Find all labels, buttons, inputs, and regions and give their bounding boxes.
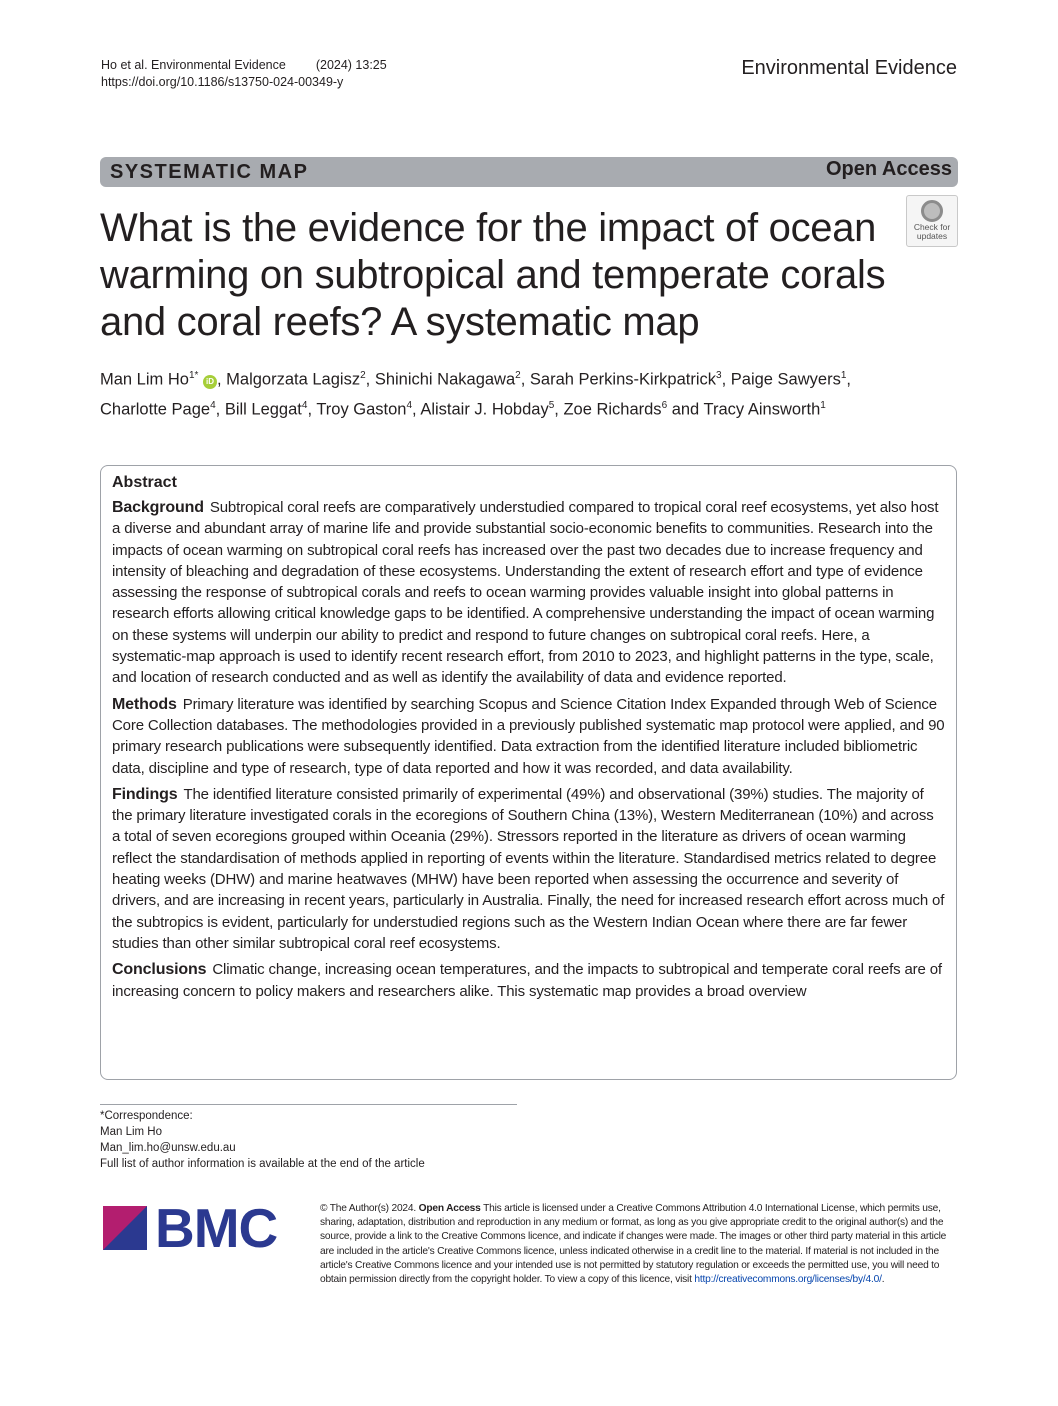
author-separator: , xyxy=(217,370,227,389)
author-name[interactable]: Sarah Perkins-Kirkpatrick xyxy=(529,370,717,389)
author-affiliation: 3 xyxy=(716,370,722,381)
section-text-findings: The identified literature consisted primarily of experimental (49%) and observational (39%) studies. The majority of the primary literature investigated corals in the ecoregions of Southern China (13%), Western Mediterranean (10%) and across a total of seven ecoregions grouped within Oceania (29%). Stressors reported in the literature as drivers of ocean warming reflect the standardisation of methods applied in reporting of events within the literature. Standardised metrics related to degree heating weeks (DHW) and marine heatwaves (MHW) have been reported when assessing the occurrence and severity of drivers, and are increasing in recent years, particularly in Australia. Finally, the need for increased research effort across much of the subtropics is evident, particularly for understudied regions such as the Western Indian Ocean where there are far fewer studies than other similar subtropical coral reef ecosystems. xyxy=(112,785,945,952)
bmc-logo-text: BMC xyxy=(155,1200,278,1252)
check-updates-line2: updates xyxy=(916,231,948,241)
author-name[interactable]: Alistair J. Hobday xyxy=(420,400,549,418)
check-updates-line1: Check for xyxy=(913,222,951,232)
author-separator: , xyxy=(215,400,225,418)
open-access-label: Open Access xyxy=(826,158,952,180)
author-affiliation: 4 xyxy=(406,399,413,411)
abstract-methods xyxy=(112,694,945,779)
author-name[interactable]: Shinichi Nakagawa xyxy=(374,370,516,389)
journal-name: Environmental Evidence xyxy=(741,57,957,79)
author-name[interactable]: Bill Leggat xyxy=(224,400,302,418)
author-info-note: Full list of author information is available at the end of the article xyxy=(100,1158,425,1170)
check-updates-icon xyxy=(921,200,943,222)
license-open-access: Open Access xyxy=(418,1203,481,1214)
bmc-logo xyxy=(103,1200,293,1252)
section-label-findings: Findings xyxy=(112,785,178,803)
doi-link[interactable]: https://doi.org/10.1186/s13750-024-00349-y xyxy=(101,75,344,89)
license-end: . xyxy=(881,1274,885,1286)
author-name[interactable]: Malgorzata Lagisz xyxy=(226,370,361,389)
abstract-findings xyxy=(112,784,945,954)
author-affiliation: 4 xyxy=(301,399,308,411)
author-list xyxy=(100,363,960,422)
author-affiliation: 2 xyxy=(515,370,521,381)
abstract-box xyxy=(100,465,957,1080)
footnote-divider xyxy=(100,1104,517,1105)
article-type-banner xyxy=(100,157,958,187)
copyright: © The Author(s) 2024. xyxy=(320,1203,416,1214)
correspondence-label: *Correspondence: xyxy=(100,1110,193,1122)
section-label-methods: Methods xyxy=(112,695,177,713)
correspondence-name: Man Lim Ho xyxy=(100,1126,162,1138)
author-affiliation: 6 xyxy=(661,399,668,411)
author-affiliation: 2 xyxy=(360,370,366,381)
author-separator: , xyxy=(307,400,317,418)
author-separator: , xyxy=(554,400,564,418)
author-separator: , xyxy=(365,370,375,389)
correspondence-block xyxy=(100,1108,425,1172)
license-link[interactable]: http://creativecommons.org/licenses/by/4.0/ xyxy=(694,1274,882,1286)
author-separator: , xyxy=(846,370,851,389)
section-label-background: Background xyxy=(112,499,204,516)
author-name[interactable]: Paige Sawyers xyxy=(730,370,841,389)
author-affiliation: 1 xyxy=(840,370,847,381)
orcid-icon[interactable]: iD xyxy=(203,375,217,389)
check-for-updates-button[interactable] xyxy=(906,195,958,247)
abstract-background xyxy=(112,497,945,689)
author-name[interactable]: Tracy Ainsworth xyxy=(703,400,821,418)
author-affiliation: 5 xyxy=(548,399,555,411)
author-name[interactable]: Troy Gaston xyxy=(316,400,407,418)
author-name[interactable]: Charlotte Page xyxy=(100,400,211,418)
section-text-conclusions: Climatic change, increasing ocean temperatures, and the impacts to subtropical and temperate coral reefs are of increasing concern to policy makers and researchers alike. This systematic map provides a broad overview xyxy=(112,961,942,1000)
article-type: SYSTEMATIC MAP xyxy=(110,161,309,183)
section-text-background: Subtropical coral reefs are comparatively understudied compared to tropical coral reef ecosystems, yet also host a diverse and abundant array of marine life and provide substantial socio-economic benefits to communities. Research into the impacts of ocean warming on subtropical coral reefs has increased over the past two decades due to increase frequency and intensity of bleaching and degradation of these ecosystems. Understanding the extent of research effort and type of evidence assessing the response of subtropical corals and reefs to ocean warming provides valuable insight into global patterns in research efforts allowing critical knowledge gaps to be identified. A comprehensive understanding the impact of ocean warming on these systems will underpin our ability to predict and respond to future changes on subtropical coral reefs. Here, a systematic-map approach is used to identify recent research effort, from 2010 to 2023, and highlight patterns in the type, scale, and location of research conducted and as well as identify the availability of data and evidence reported. xyxy=(112,499,939,687)
author-affiliation: 4 xyxy=(210,399,216,411)
author-name[interactable]: Man Lim Ho xyxy=(100,370,189,389)
author-separator: , xyxy=(520,370,530,389)
license-text: This article is licensed under a Creative Commons Attribution 4.0 International License, which permits use, sharing, adaptation, distribution and reproduction in any medium or format, as long as you give appropriate credit to the original author(s) and the source, provide a link to the Creative Commons licence, and indicate if changes were made. The images or other third party material in this article are included in the article's Creative Commons licence, unless indicated otherwise in a credit line to the material. If material is not included in the article's Creative Commons licence and your intended use is not permitted by statutory regulation or exceeds the permitted use, you will need to obtain permission directly from the copyright holder. To view a copy of this licence, visit xyxy=(320,1203,947,1286)
author-affiliation: 1* xyxy=(188,370,199,381)
running-authors: Ho et al. Environmental Evidence xyxy=(101,58,286,72)
section-text-methods: Primary literature was identified by searching Scopus and Science Citation Index Expanded through Web of Science Core Collection databases. The methodologies provided in a previously published systematic map protocol were applied, and 90 primary research publications were subsequently identified. Data extraction from the identified literature included bibliometric data, discipline and type of research, type of data reported and how it was recorded, and data availability. xyxy=(112,695,945,777)
running-year-volume: (2024) 13:25 xyxy=(315,58,387,72)
author-separator: , xyxy=(412,400,421,418)
license-block xyxy=(320,1202,960,1287)
author-affiliation: 1 xyxy=(820,399,826,411)
author-separator: , xyxy=(721,370,731,389)
abstract-heading: Abstract xyxy=(112,474,177,491)
running-header xyxy=(101,57,387,91)
author-name[interactable]: Zoe Richards xyxy=(563,400,662,418)
section-label-conclusions: Conclusions xyxy=(112,961,207,979)
correspondence-email[interactable]: Man_lim.ho@unsw.edu.au xyxy=(100,1142,236,1154)
abstract-conclusions xyxy=(112,959,945,1002)
article-title: What is the evidence for the impact of ocean warming on subtropical and temperate corals and coral reefs? A systematic map xyxy=(100,206,886,344)
author-separator: and xyxy=(667,400,704,418)
